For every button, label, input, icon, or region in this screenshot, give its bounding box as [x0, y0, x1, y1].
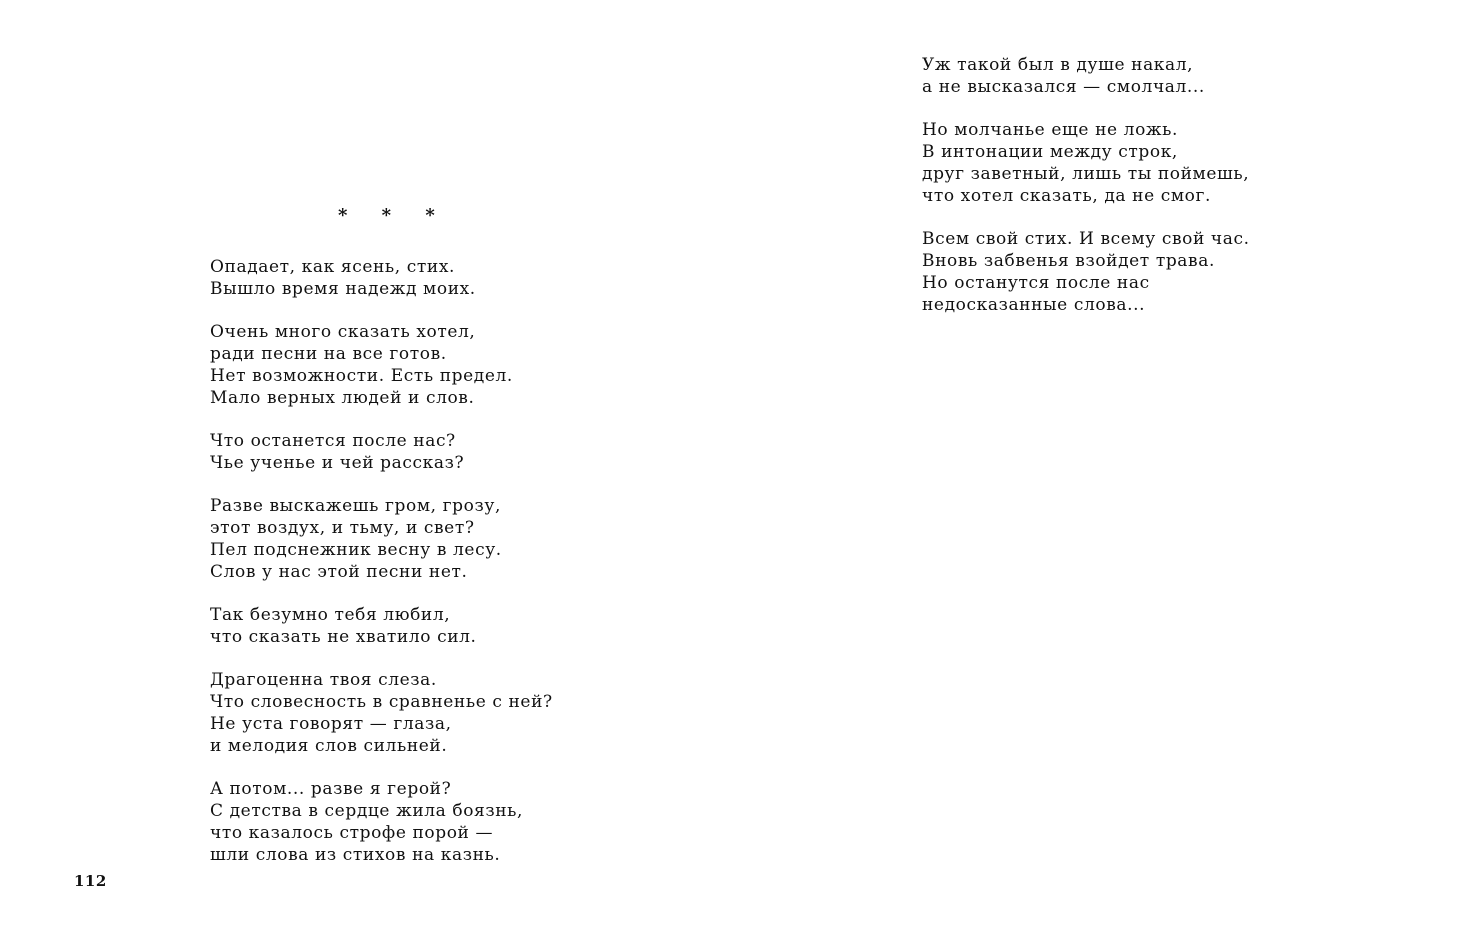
stanza — [210, 321, 553, 409]
poem-line: ради песни на все готов. — [210, 344, 447, 364]
poem-line: В интонации между строк, — [922, 142, 1178, 162]
poem-line: Всем свой стих. И всему свой час. — [922, 229, 1250, 249]
poem-line: Но останутся после нас — [922, 273, 1150, 293]
stanza — [922, 119, 1250, 207]
poem-line: Что останется после нас? — [210, 431, 456, 451]
poem-line: Нет возможности. Есть предел. — [210, 366, 513, 386]
left-page — [0, 0, 738, 945]
poem-line: Уж такой был в душе накал, — [922, 55, 1194, 75]
stanza — [922, 54, 1250, 98]
poem-line: Так безумно тебя любил, — [210, 605, 451, 625]
poem-line: шли слова из стихов на казнь. — [210, 845, 501, 865]
poem-line: Очень много сказать хотел, — [210, 322, 476, 342]
right-page — [738, 0, 1477, 945]
poem-line: недосказанные слова... — [922, 295, 1146, 315]
poem-line: Опадает, как ясень, стих. — [210, 257, 456, 277]
poem-line: Чье ученье и чей рассказ? — [210, 453, 465, 473]
stanza — [210, 604, 553, 648]
stanza — [922, 228, 1250, 316]
poem-line: Вновь забвенья взойдет трава. — [922, 251, 1215, 271]
poem-line: этот воздух, и тьму, и свет? — [210, 518, 475, 538]
stanza — [210, 778, 553, 866]
poem-line: Драгоценна твоя слеза. — [210, 670, 437, 690]
poem-line: А потом... разве я герой? — [210, 779, 452, 799]
poem-line: и мелодия слов сильней. — [210, 736, 448, 756]
section-separator: * * * — [338, 205, 449, 226]
poem-line: Разве выскажешь гром, грозу, — [210, 496, 501, 516]
stanza — [210, 256, 553, 300]
poem-line: что казалось строфе порой — — [210, 823, 494, 843]
poem-line: Мало верных людей и слов. — [210, 388, 475, 408]
poem-line: друг заветный, лишь ты поймешь, — [922, 164, 1250, 184]
poem-line: что хотел сказать, да не смог. — [922, 186, 1212, 206]
page-number: 112 — [74, 872, 107, 890]
poem-line: Что словесность в сравненье с ней? — [210, 692, 553, 712]
poem-right-text — [922, 54, 1250, 337]
poem-left-text — [210, 256, 553, 887]
stanza — [210, 495, 553, 583]
stanza — [210, 669, 553, 757]
poem-line: а не высказался — смолчал... — [922, 77, 1205, 97]
poem-line: что сказать не хватило сил. — [210, 627, 477, 647]
stanza — [210, 430, 553, 474]
poem-line: Пел подснежник весну в лесу. — [210, 540, 502, 560]
poem-line: С детства в сердце жила боязнь, — [210, 801, 524, 821]
poem-line: Вышло время надежд моих. — [210, 279, 476, 299]
poem-line: Не уста говорят — глаза, — [210, 714, 452, 734]
poem-line: Но молчанье еще не ложь. — [922, 120, 1179, 140]
poem-line: Слов у нас этой песни нет. — [210, 562, 468, 582]
